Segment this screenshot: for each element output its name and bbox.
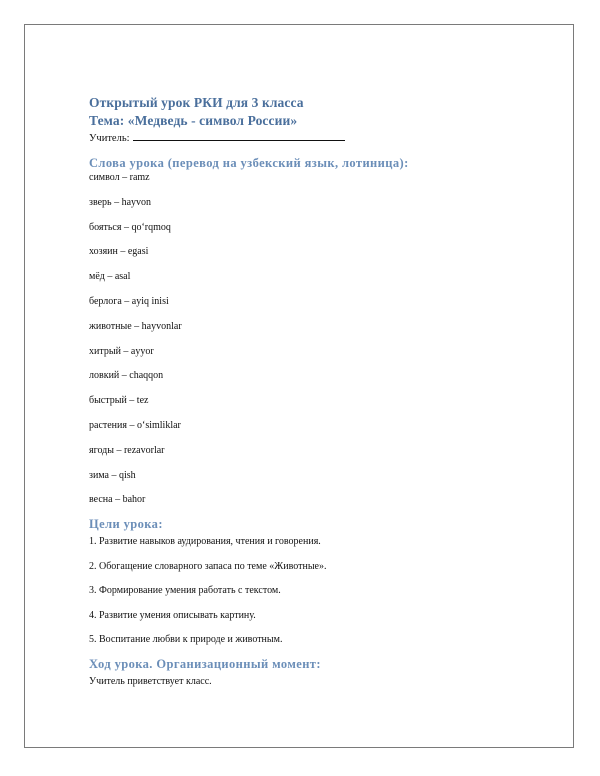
word-item: зима – qish: [89, 469, 136, 481]
word-item: растения – o‘simliklar: [89, 419, 181, 431]
word-item: хитрый – ayyor: [89, 345, 154, 357]
course-text: Учитель приветствует класс.: [89, 676, 212, 688]
word-item: быстрый – tez: [89, 395, 149, 407]
document-body: [89, 94, 529, 688]
lesson-topic: Тема: «Медведь - символ России»: [89, 113, 298, 128]
goal-item: 5. Воспитание любви к природе и животным.: [89, 634, 283, 646]
word-item: ягоды – rezavorlar: [89, 444, 165, 456]
goals-section-heading: Цели урока:: [89, 517, 163, 532]
words-section-heading: Слова урока (перевод на узбекский язык, лотиница):: [89, 156, 409, 170]
word-item: берлога – ayiq inisi: [89, 295, 169, 307]
word-list: [89, 172, 529, 506]
goal-item: 1. Развитие навыков аудирования, чтения и говорения.: [89, 536, 321, 548]
goal-item: 2. Обогащение словарного запаса по теме «Животные».: [89, 560, 327, 572]
word-item: весна – bahor: [89, 494, 146, 506]
document-title: Открытый урок РКИ для 3 класса: [89, 95, 304, 110]
word-item: ловкий – chaqqon: [89, 370, 164, 382]
word-item: зверь – hayvon: [89, 196, 152, 208]
word-item: бояться – qo‘rqmoq: [89, 221, 171, 233]
word-item: хозяин – egasi: [89, 246, 149, 258]
goal-item: 4. Развитие умения описывать картину.: [89, 609, 256, 621]
word-item: символ – ramz: [89, 172, 150, 183]
teacher-field: [89, 131, 529, 147]
teacher-blank-line: [133, 131, 345, 141]
course-section-heading: Ход урока. Организационный момент:: [89, 657, 321, 672]
teacher-label: Учитель:: [89, 133, 130, 144]
goal-list: [89, 536, 529, 646]
word-item: животные – hayvonlar: [89, 320, 182, 332]
word-item: мёд – asal: [89, 271, 131, 283]
goal-item: 3. Формирование умения работать с текстом.: [89, 585, 281, 597]
